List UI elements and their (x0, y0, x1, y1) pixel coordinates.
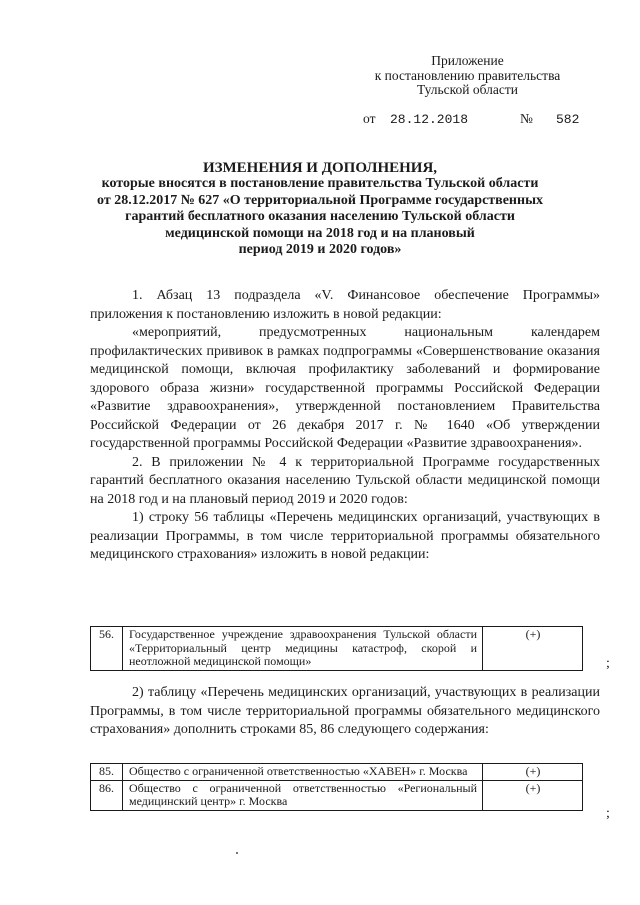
title-line-1: ИЗМЕНЕНИЯ И ДОПОЛНЕНИЯ, (202, 160, 438, 176)
table2-semicolon: ; (606, 806, 610, 821)
document-title (80, 160, 560, 258)
appendix-header (355, 54, 580, 98)
appendix-line-1: Приложение (431, 53, 504, 68)
paragraph-2: «мероприятий, предусмотренных национальным календарем профилактических прививок в рамках подпрограммы «Совершенствование оказания медицинской помощи, включая профилактику заболеваний и формирование здорового образа жизни» государственной программы Российской Федерации «Развитие здравоохранения», утвержденной постановлением Правительства Российской Федерации от 26 декабря 2017 г. № 1640 «Об утверждении государственной программы Российской Федерации «Развитие здравоохранения». (90, 325, 600, 451)
table-row (91, 627, 583, 671)
date-prefix: от (363, 111, 376, 126)
title-line-5: медицинской помощи на 2018 год и на плановый (165, 225, 475, 241)
table-row-56 (90, 626, 583, 671)
table-rows-85-86 (90, 763, 583, 811)
title-line-4: гарантий бесплатного оказания населению Тульской области (125, 209, 515, 225)
organization-name: Государственное учреждение здравоохранения Тульской области «Территориальный центр медицины катастроф, скорой и неотложной медицинской помощи» (123, 627, 483, 671)
body-section-2 (90, 684, 600, 740)
row-number: 56. (91, 627, 123, 671)
paragraph-3: 2. В приложении № 4 к территориальной Программе государственных гарантий бесплатного оказания населению Тульской области медицинской помощи на 2018 год и на плановый период 2019 и 2020 годов: (90, 454, 600, 507)
appendix-line-3: Тульской области (417, 82, 518, 97)
row-number: 86. (91, 780, 123, 810)
title-line-3: от 28.12.2017 № 627 «О территориальной Программе государственных (97, 192, 543, 208)
paragraph-4: 1) строку 56 таблицы «Перечень медицинских организаций, участвующих в реализации Программы, в том числе территориальной программы обязательного медицинского страхования» изложить в новой редакции: (90, 510, 600, 562)
table-row (91, 780, 583, 810)
participation-mark: (+) (483, 780, 583, 810)
title-line-2: которые вносятся в постановление правительства Тульской области (101, 176, 539, 192)
paragraph-5: 2) таблицу «Перечень медицинских организаций, участвующих в реализации Программы, в том числе территориальной программы обязательного медицинского страхования» дополнить строками 85, 86 следующего содержания: (90, 685, 600, 737)
participation-mark: (+) (483, 764, 583, 781)
organization-name: Общество с ограниченной ответственностью «ХАВЕН» г. Москва (123, 764, 483, 781)
document-number: 582 (556, 112, 580, 127)
organization-name: Общество с ограниченной ответственностью «Региональный медицинский центр» г. Москва (123, 780, 483, 810)
table1-semicolon: ; (606, 656, 610, 671)
document-date: 28.12.2018 (390, 112, 469, 127)
table-row (91, 764, 583, 781)
paragraph-1: 1. Абзац 13 подраздела «V. Финансовое обеспечение Программы» приложения к постановлению изложить в новой редакции: (90, 288, 600, 322)
body-section-1 (90, 287, 600, 565)
number-prefix: № (520, 111, 533, 126)
row-number: 85. (91, 764, 123, 781)
title-line-6: период 2019 и 2020 годов» (238, 242, 402, 258)
scan-speck (236, 852, 238, 854)
participation-mark: (+) (483, 627, 583, 671)
appendix-line-2: к постановлению правительства (374, 67, 561, 83)
